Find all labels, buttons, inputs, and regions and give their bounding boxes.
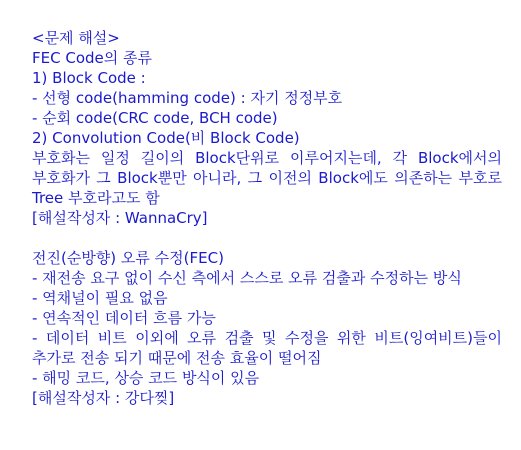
- fec-bullet-2: - 역채널이 필요 없음: [32, 289, 168, 307]
- fec-bullet-4: - 데이터 비트 이외에 오류 검출 및 수정을 위한 비트(잉여비트)들이 추가로 전송 되기 때문에 전송 효율이 떨어짐: [32, 329, 502, 367]
- spacer: [32, 228, 502, 248]
- explanation-text: [32, 28, 502, 408]
- fec-types-title: FEC Code의 종류: [32, 49, 152, 67]
- author-credit-2: [해설작성자 : 강다찢]: [32, 389, 175, 407]
- explanation-header: <문제 해설>: [32, 29, 120, 47]
- cyclic-code-item: - 순회 code(CRC code, BCH code): [32, 109, 278, 127]
- convolution-paragraph: 부호화는 일정 길이의 Block단위로 이루어지는데, 각 Block에서의 부호화가 그 Block뿐만 아니라, 그 이전의 Block에도 의존하는 부호로 Tree 부호라고도 함: [32, 149, 502, 207]
- fec-bullet-5: - 해밍 코드, 상승 코드 방식이 있음: [32, 369, 260, 387]
- block-code-item: 1) Block Code :: [32, 69, 146, 87]
- fec-section-title: 전진(순방향) 오류 수정(FEC): [32, 249, 224, 267]
- author-credit-1: [해설작성자 : WannaCry]: [32, 209, 208, 227]
- fec-bullet-3: - 연속적인 데이터 흐름 가능: [32, 309, 216, 327]
- fec-bullet-1: - 재전송 요구 없이 수신 측에서 스스로 오류 검출과 수정하는 방식: [32, 269, 462, 287]
- convolution-code-item: 2) Convolution Code(비 Block Code): [32, 129, 300, 147]
- linear-code-item: - 선형 code(hamming code) : 자기 정정부호: [32, 89, 343, 107]
